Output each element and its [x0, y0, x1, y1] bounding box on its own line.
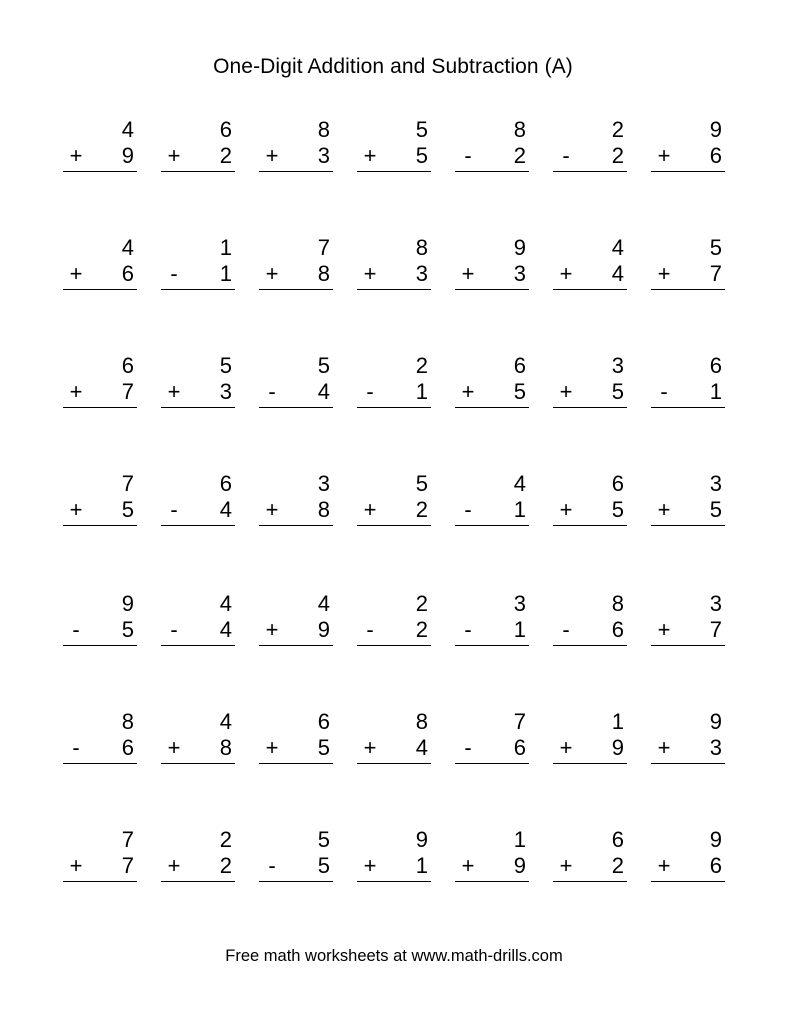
- answer-line: [455, 407, 529, 408]
- answer-line: [455, 525, 529, 526]
- operator-sign: +: [363, 853, 377, 878]
- answer-line: [357, 171, 431, 172]
- operator-sign: +: [657, 497, 671, 522]
- problem: [259, 117, 333, 187]
- bottom-number: 8: [317, 497, 330, 522]
- problem: [161, 117, 235, 187]
- answer-line: [63, 881, 137, 882]
- top-number: 4: [219, 709, 232, 734]
- problem: [63, 471, 137, 541]
- bottom-number: 4: [317, 379, 330, 404]
- bottom-number: 1: [513, 617, 526, 642]
- bottom-number: 5: [121, 497, 134, 522]
- bottom-number: 6: [709, 143, 722, 168]
- top-number: 3: [611, 353, 624, 378]
- bottom-number: 1: [415, 379, 428, 404]
- footer-credit: Free math worksheets at www.math-drills.com: [225, 947, 563, 965]
- top-number: 6: [611, 827, 624, 852]
- bottom-number: 3: [415, 261, 428, 286]
- bottom-number: 9: [121, 143, 134, 168]
- operator-sign: -: [464, 617, 472, 642]
- top-number: 5: [709, 235, 722, 260]
- answer-line: [651, 407, 725, 408]
- top-number: 4: [317, 591, 330, 616]
- problem: [161, 827, 235, 897]
- operator-sign: +: [559, 261, 573, 286]
- bottom-number: 5: [611, 497, 624, 522]
- top-number: 8: [415, 235, 428, 260]
- answer-line: [553, 289, 627, 290]
- operator-sign: +: [167, 735, 181, 760]
- bottom-number: 4: [219, 497, 232, 522]
- operator-sign: +: [657, 261, 671, 286]
- operator-sign: +: [559, 497, 573, 522]
- problem: [651, 471, 725, 541]
- operator-sign: +: [69, 261, 83, 286]
- answer-line: [455, 881, 529, 882]
- operator-sign: +: [167, 379, 181, 404]
- problem: [259, 353, 333, 423]
- operator-sign: +: [265, 143, 279, 168]
- problem: [63, 709, 137, 779]
- operator-sign: +: [461, 261, 475, 286]
- bottom-number: 2: [415, 617, 428, 642]
- top-number: 7: [121, 471, 134, 496]
- bottom-number: 4: [219, 617, 232, 642]
- top-number: 4: [121, 235, 134, 260]
- problem: [259, 471, 333, 541]
- problem: [357, 117, 431, 187]
- answer-line: [259, 289, 333, 290]
- bottom-number: 7: [709, 261, 722, 286]
- bottom-number: 1: [513, 497, 526, 522]
- bottom-number: 1: [415, 853, 428, 878]
- top-number: 4: [121, 117, 134, 142]
- top-number: 3: [513, 591, 526, 616]
- bottom-number: 5: [709, 497, 722, 522]
- operator-sign: -: [464, 735, 472, 760]
- answer-line: [651, 171, 725, 172]
- operator-sign: +: [559, 735, 573, 760]
- answer-line: [455, 763, 529, 764]
- operator-sign: +: [265, 735, 279, 760]
- answer-line: [651, 881, 725, 882]
- problem: [259, 709, 333, 779]
- bottom-number: 2: [219, 853, 232, 878]
- top-number: 1: [219, 235, 232, 260]
- problem: [553, 235, 627, 305]
- problem: [455, 117, 529, 187]
- answer-line: [357, 525, 431, 526]
- answer-line: [357, 881, 431, 882]
- answer-line: [161, 881, 235, 882]
- answer-line: [63, 645, 137, 646]
- operator-sign: -: [660, 379, 668, 404]
- problem: [455, 353, 529, 423]
- bottom-number: 6: [513, 735, 526, 760]
- problem: [63, 591, 137, 661]
- bottom-number: 2: [513, 143, 526, 168]
- operator-sign: +: [363, 143, 377, 168]
- answer-line: [161, 407, 235, 408]
- bottom-number: 1: [709, 379, 722, 404]
- problem: [553, 471, 627, 541]
- answer-line: [259, 763, 333, 764]
- top-number: 9: [415, 827, 428, 852]
- top-number: 8: [317, 117, 330, 142]
- top-number: 6: [219, 471, 232, 496]
- bottom-number: 9: [317, 617, 330, 642]
- top-number: 7: [121, 827, 134, 852]
- answer-line: [161, 289, 235, 290]
- operator-sign: +: [167, 143, 181, 168]
- bottom-number: 2: [415, 497, 428, 522]
- answer-line: [357, 289, 431, 290]
- answer-line: [259, 171, 333, 172]
- bottom-number: 7: [121, 379, 134, 404]
- problem: [161, 235, 235, 305]
- top-number: 8: [513, 117, 526, 142]
- bottom-number: 5: [317, 735, 330, 760]
- answer-line: [259, 407, 333, 408]
- problem: [553, 591, 627, 661]
- operator-sign: -: [268, 853, 276, 878]
- answer-line: [553, 881, 627, 882]
- answer-line: [63, 763, 137, 764]
- top-number: 2: [611, 117, 624, 142]
- answer-line: [455, 289, 529, 290]
- operator-sign: +: [657, 735, 671, 760]
- bottom-number: 3: [219, 379, 232, 404]
- bottom-number: 2: [219, 143, 232, 168]
- top-number: 5: [415, 117, 428, 142]
- bottom-number: 6: [121, 735, 134, 760]
- bottom-number: 6: [611, 617, 624, 642]
- bottom-number: 4: [611, 261, 624, 286]
- operator-sign: -: [464, 497, 472, 522]
- top-number: 5: [317, 827, 330, 852]
- operator-sign: +: [69, 497, 83, 522]
- operator-sign: -: [268, 379, 276, 404]
- problem: [357, 353, 431, 423]
- problem: [63, 235, 137, 305]
- operator-sign: +: [69, 379, 83, 404]
- top-number: 5: [219, 353, 232, 378]
- operator-sign: +: [559, 379, 573, 404]
- bottom-number: 3: [513, 261, 526, 286]
- top-number: 5: [317, 353, 330, 378]
- problem: [651, 353, 725, 423]
- bottom-number: 7: [709, 617, 722, 642]
- problem: [553, 117, 627, 187]
- problem: [455, 827, 529, 897]
- problem: [455, 235, 529, 305]
- bottom-number: 9: [611, 735, 624, 760]
- problem: [651, 591, 725, 661]
- top-number: 2: [415, 353, 428, 378]
- problem: [651, 709, 725, 779]
- bottom-number: 4: [415, 735, 428, 760]
- operator-sign: +: [265, 617, 279, 642]
- bottom-number: 5: [513, 379, 526, 404]
- bottom-number: 6: [709, 853, 722, 878]
- bottom-number: 3: [709, 735, 722, 760]
- answer-line: [161, 763, 235, 764]
- top-number: 2: [219, 827, 232, 852]
- top-number: 8: [121, 709, 134, 734]
- top-number: 6: [513, 353, 526, 378]
- problem: [259, 235, 333, 305]
- operator-sign: +: [657, 617, 671, 642]
- operator-sign: +: [461, 379, 475, 404]
- operator-sign: +: [265, 497, 279, 522]
- bottom-number: 9: [513, 853, 526, 878]
- operator-sign: -: [562, 617, 570, 642]
- answer-line: [651, 645, 725, 646]
- problem: [357, 827, 431, 897]
- answer-line: [161, 525, 235, 526]
- answer-line: [455, 171, 529, 172]
- operator-sign: +: [265, 261, 279, 286]
- answer-line: [553, 645, 627, 646]
- problem: [259, 591, 333, 661]
- operator-sign: -: [72, 735, 80, 760]
- problem: [553, 827, 627, 897]
- top-number: 9: [121, 591, 134, 616]
- operator-sign: -: [170, 617, 178, 642]
- answer-line: [357, 407, 431, 408]
- top-number: 6: [709, 353, 722, 378]
- answer-line: [455, 645, 529, 646]
- top-number: 4: [611, 235, 624, 260]
- problem: [357, 709, 431, 779]
- problem: [455, 591, 529, 661]
- operator-sign: +: [69, 853, 83, 878]
- top-number: 9: [709, 827, 722, 852]
- top-number: 6: [121, 353, 134, 378]
- bottom-number: 3: [317, 143, 330, 168]
- answer-line: [63, 289, 137, 290]
- answer-line: [357, 645, 431, 646]
- top-number: 8: [611, 591, 624, 616]
- answer-line: [161, 171, 235, 172]
- problem: [63, 827, 137, 897]
- problem: [161, 471, 235, 541]
- top-number: 3: [317, 471, 330, 496]
- problem: [161, 353, 235, 423]
- operator-sign: +: [461, 853, 475, 878]
- top-number: 4: [219, 591, 232, 616]
- top-number: 9: [513, 235, 526, 260]
- answer-line: [553, 525, 627, 526]
- answer-line: [63, 171, 137, 172]
- answer-line: [651, 289, 725, 290]
- top-number: 6: [317, 709, 330, 734]
- bottom-number: 2: [611, 143, 624, 168]
- problem: [651, 827, 725, 897]
- problem: [357, 235, 431, 305]
- operator-sign: -: [366, 379, 374, 404]
- operator-sign: -: [170, 497, 178, 522]
- problem: [63, 353, 137, 423]
- top-number: 7: [513, 709, 526, 734]
- operator-sign: +: [363, 261, 377, 286]
- top-number: 9: [709, 117, 722, 142]
- bottom-number: 5: [415, 143, 428, 168]
- problem: [259, 827, 333, 897]
- problem: [63, 117, 137, 187]
- top-number: 5: [415, 471, 428, 496]
- bottom-number: 8: [317, 261, 330, 286]
- top-number: 3: [709, 591, 722, 616]
- answer-line: [259, 525, 333, 526]
- top-number: 1: [513, 827, 526, 852]
- operator-sign: -: [562, 143, 570, 168]
- problem: [357, 471, 431, 541]
- top-number: 3: [709, 471, 722, 496]
- operator-sign: -: [464, 143, 472, 168]
- top-number: 6: [611, 471, 624, 496]
- problem: [455, 709, 529, 779]
- operator-sign: +: [657, 853, 671, 878]
- answer-line: [651, 525, 725, 526]
- problem: [357, 591, 431, 661]
- top-number: 7: [317, 235, 330, 260]
- answer-line: [259, 881, 333, 882]
- operator-sign: +: [69, 143, 83, 168]
- operator-sign: +: [363, 735, 377, 760]
- answer-line: [161, 645, 235, 646]
- operator-sign: -: [72, 617, 80, 642]
- top-number: 1: [611, 709, 624, 734]
- answer-line: [651, 763, 725, 764]
- problem: [553, 709, 627, 779]
- top-number: 2: [415, 591, 428, 616]
- top-number: 8: [415, 709, 428, 734]
- problem: [161, 591, 235, 661]
- operator-sign: +: [657, 143, 671, 168]
- bottom-number: 1: [219, 261, 232, 286]
- problem: [651, 117, 725, 187]
- top-number: 9: [709, 709, 722, 734]
- worksheet-title: One-Digit Addition and Subtraction (A): [213, 55, 573, 78]
- bottom-number: 5: [317, 853, 330, 878]
- answer-line: [357, 763, 431, 764]
- operator-sign: +: [167, 853, 181, 878]
- problem: [553, 353, 627, 423]
- operator-sign: +: [559, 853, 573, 878]
- top-number: 4: [513, 471, 526, 496]
- bottom-number: 6: [121, 261, 134, 286]
- bottom-number: 7: [121, 853, 134, 878]
- operator-sign: +: [363, 497, 377, 522]
- bottom-number: 5: [121, 617, 134, 642]
- bottom-number: 2: [611, 853, 624, 878]
- answer-line: [63, 525, 137, 526]
- bottom-number: 8: [219, 735, 232, 760]
- bottom-number: 5: [611, 379, 624, 404]
- answer-line: [553, 407, 627, 408]
- problem: [161, 709, 235, 779]
- answer-line: [553, 171, 627, 172]
- answer-line: [63, 407, 137, 408]
- operator-sign: -: [170, 261, 178, 286]
- problem: [651, 235, 725, 305]
- answer-line: [259, 645, 333, 646]
- operator-sign: -: [366, 617, 374, 642]
- top-number: 6: [219, 117, 232, 142]
- answer-line: [553, 763, 627, 764]
- problem: [455, 471, 529, 541]
